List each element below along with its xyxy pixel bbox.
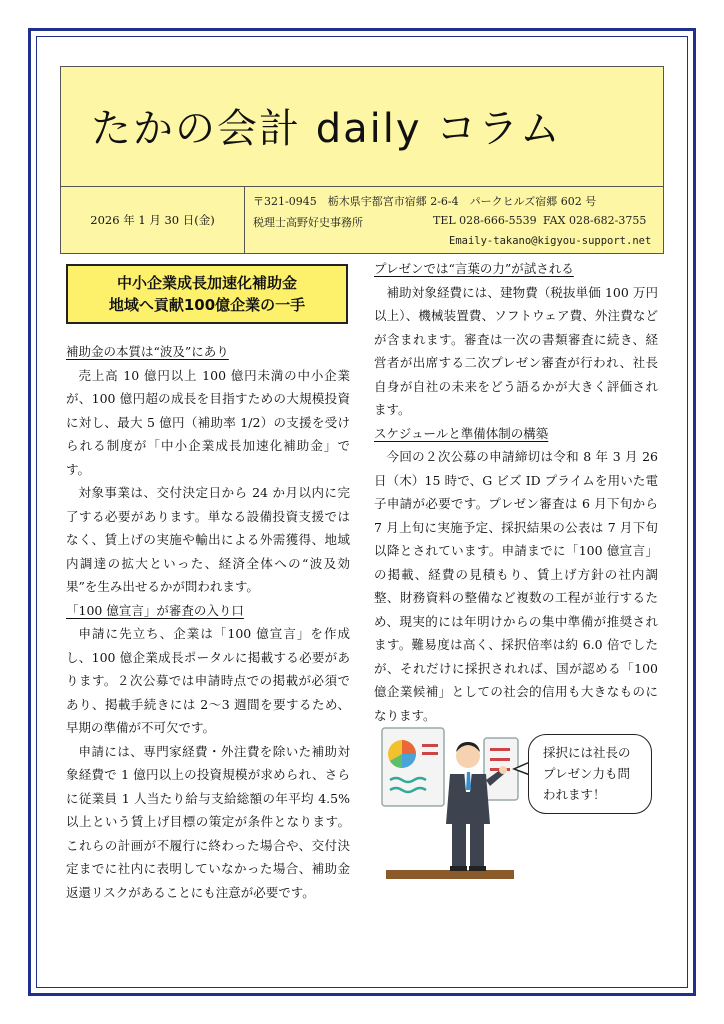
- paragraph: 申請に先立ち、企業は「100 億宣言」を作成し、100 億企業成長ポータルに掲載する必要があります。２次公募では申請時点での掲載が必須であり、掲載手続きには 2～3 週間を要するため、早期の準備が不可欠です。: [66, 626, 350, 735]
- left-column: [66, 340, 350, 904]
- section-title-hakyu: 補助金の本質は“波及”にあり: [66, 344, 229, 359]
- headline-line-1: 中小企業成長加速化補助金: [116, 274, 297, 292]
- newsletter-title: たかの会計 daily コラム: [91, 106, 562, 152]
- paragraph: 対象事業は、交付決定日から 24 か月以内に完了する必要があります。単なる設備投資支援ではなく、賃上げの実施や輸出による外需獲得、地域内調達の拡大といった、経済全体への“波及効果”を生み出せるかが問われます。: [66, 485, 350, 594]
- paragraph: 申請には、専門家経費・外注費を除いた補助対象経費で 1 億円以上の投資規模が求められ、さらに従業員 1 人当たり給与支給総額の年平均 4.5%以上という賃上げ目標の策定が条件となります。これらの計画が不履行に終わった場合や、交付決定までに社内に表明していなかった場合、補助金返還リスクがあることにも注意が必要です。: [66, 743, 350, 900]
- article-headline: [66, 264, 348, 324]
- bubble-line-3: われます！: [543, 787, 606, 802]
- newsletter-header: [60, 66, 664, 254]
- board-left: [382, 728, 444, 806]
- issue-date: 2026 年 1 月 30 日(金): [61, 187, 245, 254]
- office-tel: TEL 028-666-5539: [433, 214, 537, 227]
- presenter-illustration: [380, 720, 520, 880]
- office-email: Emaily-takano@kigyou-support.net: [449, 235, 652, 247]
- bubble-line-1: 採択には社長の: [543, 745, 631, 760]
- paragraph: 補助対象経費には、建物費（税抜単価 100 万円以上）、機械装置費、ソフトウェア費、外注費などが含まれます。審査は一次の書類審査に続き、経営者が出席する二次プレゼン審査が行われ、社長自身が自社の未来をどう語るかが大きく評価されます。: [374, 284, 658, 417]
- header-info-row: [61, 186, 663, 254]
- office-info: [253, 187, 657, 254]
- office-address: 〒321-0945 栃木県宇都宮市宿郷 2-6-4 パークヒルズ宿郷 602 号: [253, 195, 597, 208]
- office-fax: FAX 028-682-3755: [543, 214, 647, 227]
- section-title-presen: プレゼンでは“言葉の力”が試される: [374, 261, 574, 276]
- bubble-line-2: プレゼン力も問: [543, 766, 631, 781]
- stage-floor: [386, 870, 514, 879]
- section-title-schedule: スケジュールと準備体制の構築: [374, 425, 549, 441]
- office-name: 税理士高野好史事務所: [253, 216, 363, 229]
- headline-line-2: 地域へ貢献100億企業の一手: [108, 296, 306, 314]
- section-title-100oku: 「100 億宣言」が審査の入り口: [66, 602, 244, 618]
- paragraph: 今回の２次公募の申請締切は令和 8 年 3 月 26 日（木）15 時で、G ビズ ID プライムを用いた電子申請が必要です。プレゼン審査は 6 月下旬から 7 月上旬に実施予定、採択結果の公表は 7 月下旬以降とされています。申請までに「100 億宣言」の掲載、経費の見積もり、賃上げ方針の社内調整、財務資料の整備など複数の工程が並行するため、現実的には年明けからの集中準備が推奨されます。難易度は高く、採択倍率は約 6.0 倍でしたが、それだけに採択されれば、国が認める「100 億企業候補」としての社会的信用も大きなものになります。: [374, 449, 658, 723]
- right-column: [374, 257, 658, 727]
- paragraph: 売上高 10 億円以上 100 億円未満の中小企業が、100 億円超の成長を目指すための大規模投資に対し、最大 5 億円（補助率 1/2）の支援を受けられる制度が「中小企業成長加速化補助金」です。: [66, 367, 350, 477]
- speech-bubble: [528, 734, 652, 814]
